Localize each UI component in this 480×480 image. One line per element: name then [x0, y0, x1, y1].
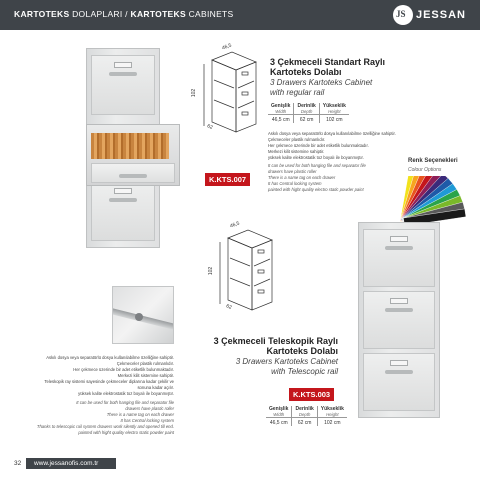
- product2-subtitle-line1: 3 Drawers Kartoteks Cabinet: [235, 357, 338, 366]
- product1-title-line2: Kartoteks Dolabı: [270, 67, 342, 77]
- product1-dim-height: 102: [191, 88, 198, 98]
- product2-title-line1: 3 Çekmeceli Teleskopik Raylı: [213, 336, 338, 346]
- product2-dim-depth: 46,5: [229, 220, 241, 230]
- product1-description-en: It can be used for both hanging file and separator file drawers have plastic roller There is a name tag on each drawer It has Central locking system painted with hight quality electro static powder paint: [268, 163, 366, 192]
- product2-dim-width: 62: [225, 303, 233, 311]
- product2-cabinet-photo: [358, 222, 440, 418]
- product1-dim-depth: 46,5: [221, 42, 233, 52]
- color-swatch-fan: [398, 176, 472, 226]
- page-header: [0, 0, 480, 30]
- product2-subtitle-line2: with Telescopic rail: [271, 367, 338, 376]
- footer-url[interactable]: www.jessanofis.com.tr: [34, 460, 99, 467]
- product2-description-en: It can be used for both hanging file and separator file drawers have plastic roller There is a name tag on each drawer It has Central locking system Thanks to telescopic rail system drawers work silently and opened till end. painted with hight quality electro static powder paint: [36, 400, 174, 435]
- product2-description-tr: Askılı dosya veya separatörlü dosya kullanılabilme özelliğine sahiptir. Çekmeceler plastik rulmanlıdır. Her çekmece üzerinde bir adet etiketlik bulunmaktadır. Merkezi kilit sistemine sahiptir. Teleskopik ray sistemi sayesinde çekmeceler diplarına kadar çekilir ve sonuna kadar açılır. yüksek kalite elektrostatik toz boyalı ile boyanmıştır.: [44, 355, 174, 396]
- product1-spec-table: Genişlik Derinlik Yükseklik Width Depth Height 46,5 cm 62 cm 102 cm: [268, 103, 349, 123]
- product1-hanging-folders: [91, 133, 169, 159]
- logo-mark-icon: [393, 5, 413, 25]
- telescopic-rail-detail-photo: [112, 286, 174, 344]
- page-number: 32: [14, 460, 22, 467]
- color-options-subtitle: Colour Options: [408, 167, 442, 173]
- color-options-title: Renk Seçenekleri: [408, 158, 458, 164]
- brand-name: JESSAN: [415, 9, 466, 21]
- product2-spec-table: Genişlik Derinlik Yükseklik Width Depth Height 46,5 cm 62 cm 102 cm: [266, 406, 347, 426]
- product2-drawer-bottom: [363, 353, 435, 411]
- product1-drawer-top: [91, 55, 155, 115]
- product2-code-badge: K.KTS.003: [289, 388, 334, 401]
- brand-logo: [393, 4, 466, 26]
- product1-title-line1: 3 Çekmeceli Standart Raylı: [270, 57, 386, 67]
- product1-open-drawer: [86, 124, 180, 186]
- product1-subtitle-line2: with regular rail: [270, 88, 325, 97]
- product1-description-tr: Askılı dosya veya separatörlü dosya kullanılabilme özelliğine sahiptir. Çekmeceler plastik rulmanlıdır. Her çekmece üzerinde bir adet etiketlik bulunmaktadır. Merkezi kilit sistemine sahiptir. yüksek kalite elektrostatik toz boyalı ile boyanmıştır.: [268, 131, 396, 160]
- product2-drawer-top: [363, 229, 435, 287]
- header-title: KARTOTEKS DOLAPLARI / KARTOTEKS CABINETS: [14, 9, 234, 19]
- product2-title-line2: Kartoteks Dolabı: [266, 346, 338, 356]
- product1-subtitle-line1: 3 Drawers Kartoteks Cabinet: [270, 78, 373, 87]
- product1-code-badge: K.KTS.007: [205, 173, 250, 186]
- product1-dim-width: 62: [206, 123, 214, 131]
- product2-drawer-middle: [363, 291, 435, 349]
- product2-dimension-drawing: [214, 224, 280, 316]
- product2-dim-height: 102: [208, 266, 215, 276]
- product1-drawer-bottom: [91, 181, 155, 241]
